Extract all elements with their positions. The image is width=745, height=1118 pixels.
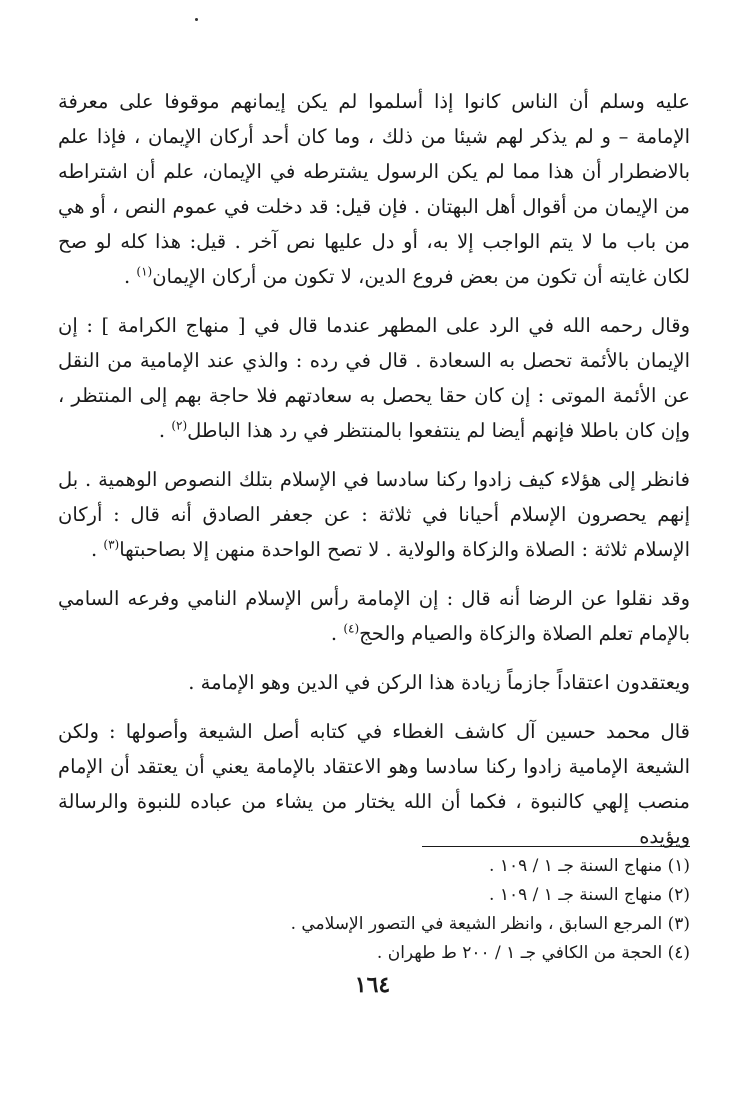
footnote-3: (٣) المرجع السابق ، وانظر الشيعة في التصور الإسلامي . (290, 914, 690, 934)
paragraph-1: عليه وسلم أن الناس كانوا إذا أسلموا لم يكن إيمانهم موقوفا على معرفة الإمامة – و لم يذكر لهم شيئا من ذلك ، وما كان أحد أركان الإيمان ، فإذا علم بالاضطرار أن هذا مما لم يكن الرسول يشترطه في الإيمان، علم أن اشتراطه من الإيمان من أقوال أهل البهتان . فإن قيل: قد دخلت في عموم النص ، أو هي من باب ما لا يتم الواجب إلا به، أو دل عليها نص آخر . قيل: هذا كله لو صح لكان غايته أن تكون من بعض فروع الدين، لا تكون من أركان الإيمان$^{(١)}$ . (58, 90, 690, 288)
footnote-4: (٤) الحجة من الكافي جـ ١ / ٢٠٠ ط طهران . (376, 943, 690, 963)
paragraph-3: فانظر إلى هؤلاء كيف زادوا ركنا سادسا في الإسلام بتلك النصوص الوهمية . بل إنهم يحصرون الإسلام أحيانا في ثلاثة : عن جعفر الصادق أنه قال : أركان الإسلام ثلاثة : الصلاة والزكاة والولاية . لا تصح الواحدة منهن إلا بصاحبتها$^{(٣)}$ . (58, 468, 690, 561)
paragraph-6: قال محمد حسين آل كاشف الغطاء في كتابه أصل الشيعة وأصولها : ولكن الشيعة الإمامية زادوا ركنا سادسا وهو الاعتقاد بالإمامة يعني أن يعتقد أن الإمام منصب إلهي كالنبوة ، فكما أن الله يختار من يشاء من عباده للنبوة والرسالة ويؤيده (58, 720, 690, 848)
paragraph-2: وقال رحمه الله في الرد على المطهر عندما قال في [ منهاج الكرامة ] : إن الإيمان بالأئمة تحصل به السعادة . قال في رده : والذي عند الإمامية من النقل عن الأئمة الموتى : إن كان حقا يحصل به سعادتهم فلا حاجة بهم إلى المنتظر ، وإن كان باطلا فإنهم أيضا لم ينتفعوا بالمنتظر في رد هذا الباطل$^{(٢)}$ . (58, 314, 690, 442)
footnote-divider (422, 846, 690, 847)
footnote-ref-3[interactable]: (٣) (103, 537, 120, 552)
body-text (58, 84, 690, 854)
paragraph-4: وقد نقلوا عن الرضا أنه قال : إن الإمامة رأس الإسلام النامي وفرعه السامي بالإمام تعلم الصلاة والزكاة والصيام والحج$^{(٤)}$ . (58, 587, 690, 645)
footnote-2: (٢) منهاج السنة جـ ١ / ١٠٩ . (489, 885, 690, 905)
footnotes (270, 852, 690, 968)
footnote-ref-4[interactable]: (٤) (343, 621, 360, 636)
stray-mark (195, 18, 198, 21)
paragraph-5: ويعتقدون اعتقاداً جازماً زيادة هذا الركن في الدين وهو الإمامة . (188, 671, 690, 694)
footnote-ref-2[interactable]: (٢) (171, 418, 188, 433)
footnote-1: (١) منهاج السنة جـ ١ / ١٠٩ . (489, 856, 690, 876)
footnote-ref-1[interactable]: (١) (136, 264, 153, 279)
page-number: ١٦٤ (354, 972, 391, 998)
